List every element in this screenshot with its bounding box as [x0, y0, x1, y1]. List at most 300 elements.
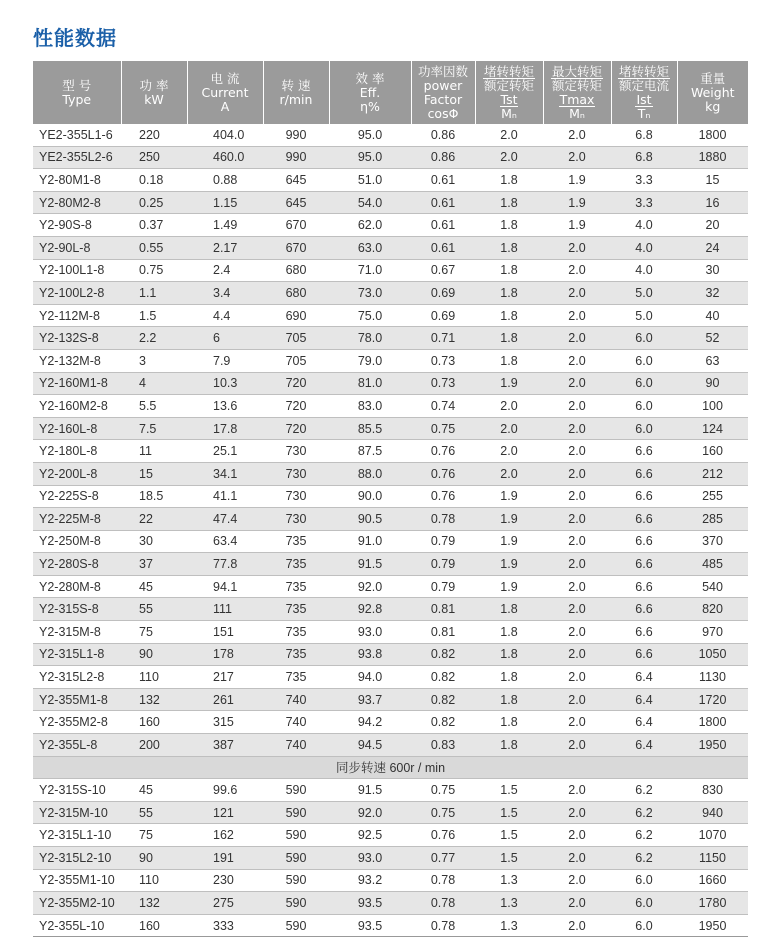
cell-weight: 255: [677, 485, 748, 508]
cell-power-factor: 0.79: [411, 553, 475, 576]
cell-weight: 1800: [677, 711, 748, 734]
table-row: [33, 734, 748, 757]
cell-current: 230: [187, 869, 263, 892]
cell-power-factor: 0.78: [411, 508, 475, 531]
cell-power: 110: [121, 869, 187, 892]
cell-starting-current: 6.2: [611, 847, 677, 870]
cell-power: 55: [121, 801, 187, 824]
cell-current: 460.0: [187, 146, 263, 169]
cell-power: 250: [121, 146, 187, 169]
col-wt-unit: kg: [705, 98, 721, 114]
cell-starting-current: 3.3: [611, 169, 677, 192]
cell-power-factor: 0.76: [411, 485, 475, 508]
cell-power: 132: [121, 892, 187, 915]
cell-weight: 160: [677, 440, 748, 463]
cell-starting-current: 6.0: [611, 395, 677, 418]
cell-current: 0.88: [187, 169, 263, 192]
section-label: 同步转速 600r / min: [33, 756, 748, 779]
cell-power-factor: 0.78: [411, 892, 475, 915]
col-starting-torque-ratio: [475, 61, 543, 124]
cell-model: Y2-132S-8: [33, 327, 121, 350]
cell-current: 63.4: [187, 530, 263, 553]
cell-starting-current: 6.6: [611, 530, 677, 553]
cell-model: Y2-315L1-10: [33, 824, 121, 847]
cell-starting-torque: 2.0: [475, 440, 543, 463]
cell-power: 3: [121, 349, 187, 372]
cell-power: 75: [121, 824, 187, 847]
cell-efficiency: 93.2: [329, 869, 411, 892]
cell-starting-torque: 1.8: [475, 259, 543, 282]
cell-current: 10.3: [187, 372, 263, 395]
cell-max-torque: 1.9: [543, 191, 611, 214]
table-row: [33, 124, 748, 146]
cell-speed: 645: [263, 191, 329, 214]
table-row: [33, 214, 748, 237]
cell-power-factor: 0.73: [411, 349, 475, 372]
col-pf-cn: 功率因数: [417, 63, 468, 79]
cell-power-factor: 0.61: [411, 191, 475, 214]
table-row: [33, 598, 748, 621]
cell-model: Y2-225M-8: [33, 508, 121, 531]
cell-starting-torque: 1.5: [475, 779, 543, 802]
cell-power-factor: 0.61: [411, 236, 475, 259]
cell-weight: 540: [677, 575, 748, 598]
cell-starting-current: 6.0: [611, 892, 677, 915]
cell-power: 110: [121, 666, 187, 689]
cell-starting-current: 6.6: [611, 485, 677, 508]
cell-starting-current: 6.6: [611, 598, 677, 621]
cell-efficiency: 94.5: [329, 734, 411, 757]
cell-weight: 370: [677, 530, 748, 553]
col-current-cn: 电 流: [210, 70, 240, 86]
cell-max-torque: 2.0: [543, 417, 611, 440]
table-row: [33, 892, 748, 915]
cell-power-factor: 0.83: [411, 734, 475, 757]
cell-power: 0.55: [121, 236, 187, 259]
col-type-en: Type: [62, 91, 92, 107]
cell-power: 37: [121, 553, 187, 576]
cell-power: 4: [121, 372, 187, 395]
cell-max-torque: 2.0: [543, 395, 611, 418]
cell-speed: 590: [263, 847, 329, 870]
cell-power-factor: 0.86: [411, 146, 475, 169]
cell-efficiency: 91.0: [329, 530, 411, 553]
cell-weight: 1880: [677, 146, 748, 169]
col-wt-en: Weight: [690, 84, 735, 100]
cell-current: 17.8: [187, 417, 263, 440]
cell-weight: 830: [677, 779, 748, 802]
cell-starting-current: 6.0: [611, 869, 677, 892]
cell-weight: 100: [677, 395, 748, 418]
cell-weight: 1130: [677, 666, 748, 689]
cell-starting-current: 4.0: [611, 214, 677, 237]
cell-model: Y2-90L-8: [33, 236, 121, 259]
cell-weight: 970: [677, 621, 748, 644]
cell-speed: 735: [263, 643, 329, 666]
header-row: [33, 61, 748, 124]
cell-power-factor: 0.75: [411, 779, 475, 802]
table-row: [33, 372, 748, 395]
table-row: [33, 824, 748, 847]
table-row: [33, 847, 748, 870]
cell-max-torque: 2.0: [543, 236, 611, 259]
cell-speed: 740: [263, 711, 329, 734]
cell-starting-torque: 1.5: [475, 824, 543, 847]
cell-starting-current: 6.4: [611, 734, 677, 757]
cell-speed: 990: [263, 124, 329, 146]
cell-max-torque: 2.0: [543, 349, 611, 372]
cell-starting-torque: 1.9: [475, 508, 543, 531]
cell-efficiency: 51.0: [329, 169, 411, 192]
cell-starting-current: 6.4: [611, 688, 677, 711]
cell-speed: 670: [263, 236, 329, 259]
cell-weight: 820: [677, 598, 748, 621]
cell-weight: 1950: [677, 914, 748, 937]
cell-speed: 735: [263, 621, 329, 644]
cell-model: Y2-315S-10: [33, 779, 121, 802]
cell-efficiency: 92.8: [329, 598, 411, 621]
table-row: [33, 169, 748, 192]
cell-weight: 124: [677, 417, 748, 440]
cell-max-torque: 2.0: [543, 304, 611, 327]
cell-model: Y2-280M-8: [33, 575, 121, 598]
col-st-cn1: 堵转转矩: [483, 63, 534, 79]
cell-starting-torque: 1.8: [475, 327, 543, 350]
cell-model: Y2-80M1-8: [33, 169, 121, 192]
cell-power: 0.18: [121, 169, 187, 192]
cell-power-factor: 0.76: [411, 462, 475, 485]
cell-speed: 680: [263, 259, 329, 282]
cell-max-torque: 1.9: [543, 214, 611, 237]
cell-efficiency: 83.0: [329, 395, 411, 418]
cell-model: Y2-355M1-10: [33, 869, 121, 892]
page-title: 性能数据: [33, 26, 117, 50]
cell-speed: 590: [263, 892, 329, 915]
col-max-cn2: 额定转矩: [551, 77, 602, 93]
cell-current: 151: [187, 621, 263, 644]
cell-efficiency: 63.0: [329, 236, 411, 259]
cell-current: 261: [187, 688, 263, 711]
cell-efficiency: 91.5: [329, 779, 411, 802]
table-row: [33, 711, 748, 734]
cell-speed: 730: [263, 462, 329, 485]
cell-weight: 1050: [677, 643, 748, 666]
cell-speed: 990: [263, 146, 329, 169]
cell-starting-current: 6.6: [611, 462, 677, 485]
table-row: [33, 327, 748, 350]
cell-max-torque: 2.0: [543, 824, 611, 847]
cell-starting-torque: 1.8: [475, 214, 543, 237]
cell-efficiency: 73.0: [329, 282, 411, 305]
cell-max-torque: 2.0: [543, 124, 611, 146]
cell-starting-torque: 2.0: [475, 395, 543, 418]
cell-current: 191: [187, 847, 263, 870]
cell-efficiency: 91.5: [329, 553, 411, 576]
cell-max-torque: 2.0: [543, 440, 611, 463]
cell-current: 1.49: [187, 214, 263, 237]
cell-power: 7.5: [121, 417, 187, 440]
cell-starting-current: 3.3: [611, 191, 677, 214]
cell-current: 13.6: [187, 395, 263, 418]
cell-speed: 735: [263, 553, 329, 576]
cell-starting-torque: 2.0: [475, 462, 543, 485]
cell-model: Y2-315M-10: [33, 801, 121, 824]
cell-weight: 32: [677, 282, 748, 305]
cell-efficiency: 93.0: [329, 621, 411, 644]
col-eff-unit: η%: [360, 98, 380, 114]
cell-efficiency: 90.5: [329, 508, 411, 531]
cell-weight: 20: [677, 214, 748, 237]
cell-efficiency: 92.0: [329, 575, 411, 598]
cell-max-torque: 2.0: [543, 598, 611, 621]
table-row: [33, 304, 748, 327]
cell-max-torque: 2.0: [543, 282, 611, 305]
table-row: [33, 191, 748, 214]
cell-max-torque: 2.0: [543, 801, 611, 824]
cell-model: Y2-100L2-8: [33, 282, 121, 305]
cell-power: 1.1: [121, 282, 187, 305]
cell-model: Y2-355L-8: [33, 734, 121, 757]
table-row: [33, 575, 748, 598]
cell-speed: 705: [263, 327, 329, 350]
cell-starting-torque: 1.5: [475, 847, 543, 870]
cell-starting-current: 6.0: [611, 914, 677, 937]
col-weight: [677, 61, 748, 124]
cell-model: Y2-132M-8: [33, 349, 121, 372]
cell-starting-current: 6.0: [611, 417, 677, 440]
cell-power-factor: 0.61: [411, 214, 475, 237]
cell-weight: 1150: [677, 847, 748, 870]
cell-max-torque: 2.0: [543, 146, 611, 169]
cell-starting-torque: 1.5: [475, 801, 543, 824]
cell-weight: 485: [677, 553, 748, 576]
cell-current: 77.8: [187, 553, 263, 576]
table-row: [33, 349, 748, 372]
cell-power-factor: 0.82: [411, 711, 475, 734]
cell-power: 200: [121, 734, 187, 757]
table-row: [33, 462, 748, 485]
cell-speed: 735: [263, 666, 329, 689]
cell-power-factor: 0.69: [411, 282, 475, 305]
cell-model: Y2-355M2-10: [33, 892, 121, 915]
cell-starting-current: 6.6: [611, 553, 677, 576]
cell-efficiency: 93.7: [329, 688, 411, 711]
cell-efficiency: 93.5: [329, 914, 411, 937]
cell-model: YE2-355L2-6: [33, 146, 121, 169]
cell-starting-torque: 1.8: [475, 711, 543, 734]
col-type: [33, 61, 121, 124]
cell-power: 132: [121, 688, 187, 711]
cell-current: 178: [187, 643, 263, 666]
cell-starting-current: 6.6: [611, 440, 677, 463]
performance-table: [33, 61, 748, 937]
cell-speed: 590: [263, 914, 329, 937]
col-max-num: Tmax: [559, 91, 595, 107]
cell-efficiency: 87.5: [329, 440, 411, 463]
cell-starting-current: 6.0: [611, 372, 677, 395]
col-eff-cn: 效 率: [355, 70, 385, 86]
cell-starting-current: 6.0: [611, 349, 677, 372]
cell-power-factor: 0.81: [411, 621, 475, 644]
cell-efficiency: 62.0: [329, 214, 411, 237]
cell-starting-current: 5.0: [611, 282, 677, 305]
table-row: [33, 236, 748, 259]
cell-power-factor: 0.86: [411, 124, 475, 146]
cell-starting-current: 6.2: [611, 824, 677, 847]
col-ist-cn1: 堵转转矩: [618, 63, 669, 79]
cell-power-factor: 0.82: [411, 688, 475, 711]
table-row: [33, 485, 748, 508]
cell-power: 15: [121, 462, 187, 485]
cell-speed: 680: [263, 282, 329, 305]
cell-max-torque: 2.0: [543, 485, 611, 508]
cell-weight: 212: [677, 462, 748, 485]
cell-power-factor: 0.82: [411, 666, 475, 689]
cell-efficiency: 94.2: [329, 711, 411, 734]
cell-weight: 1780: [677, 892, 748, 915]
cell-power-factor: 0.76: [411, 824, 475, 847]
col-max-torque-ratio: [543, 61, 611, 124]
cell-current: 111: [187, 598, 263, 621]
cell-weight: 24: [677, 236, 748, 259]
cell-weight: 90: [677, 372, 748, 395]
table-row: [33, 417, 748, 440]
col-type-cn: 型 号: [62, 77, 92, 93]
cell-power: 220: [121, 124, 187, 146]
cell-current: 34.1: [187, 462, 263, 485]
cell-speed: 720: [263, 417, 329, 440]
cell-starting-current: 6.4: [611, 666, 677, 689]
table-row: [33, 801, 748, 824]
cell-starting-torque: 1.9: [475, 553, 543, 576]
cell-starting-current: 6.6: [611, 508, 677, 531]
table-row: [33, 869, 748, 892]
cell-max-torque: 2.0: [543, 779, 611, 802]
cell-current: 25.1: [187, 440, 263, 463]
cell-power-factor: 0.69: [411, 304, 475, 327]
table-row: [33, 621, 748, 644]
cell-power-factor: 0.73: [411, 372, 475, 395]
cell-efficiency: 94.0: [329, 666, 411, 689]
cell-starting-torque: 1.8: [475, 598, 543, 621]
cell-weight: 1800: [677, 124, 748, 146]
table-row: [33, 508, 748, 531]
cell-speed: 590: [263, 779, 329, 802]
cell-speed: 670: [263, 214, 329, 237]
col-power-cn: 功 率: [139, 77, 169, 93]
col-st-num: Tst: [500, 91, 518, 107]
cell-power: 1.5: [121, 304, 187, 327]
table-row: [33, 666, 748, 689]
cell-power: 22: [121, 508, 187, 531]
cell-weight: 285: [677, 508, 748, 531]
table-row: [33, 146, 748, 169]
cell-power: 0.37: [121, 214, 187, 237]
cell-starting-torque: 1.8: [475, 734, 543, 757]
cell-efficiency: 81.0: [329, 372, 411, 395]
table-row: [33, 914, 748, 937]
cell-weight: 1950: [677, 734, 748, 757]
table-row: [33, 395, 748, 418]
cell-starting-current: 6.6: [611, 621, 677, 644]
col-wt-cn: 重量: [700, 70, 726, 86]
cell-model: Y2-160L-8: [33, 417, 121, 440]
cell-starting-current: 6.0: [611, 327, 677, 350]
cell-current: 121: [187, 801, 263, 824]
cell-model: Y2-225S-8: [33, 485, 121, 508]
cell-max-torque: 2.0: [543, 575, 611, 598]
cell-power: 45: [121, 575, 187, 598]
cell-power: 160: [121, 914, 187, 937]
col-ist-num: Ist: [636, 91, 652, 107]
cell-starting-torque: 1.8: [475, 643, 543, 666]
table-row: [33, 643, 748, 666]
table-header: [33, 61, 748, 124]
cell-power: 0.25: [121, 191, 187, 214]
cell-model: Y2-315L1-8: [33, 643, 121, 666]
cell-max-torque: 2.0: [543, 734, 611, 757]
cell-starting-torque: 1.8: [475, 169, 543, 192]
cell-starting-torque: 1.8: [475, 282, 543, 305]
cell-weight: 30: [677, 259, 748, 282]
cell-starting-current: 5.0: [611, 304, 677, 327]
cell-current: 6: [187, 327, 263, 350]
col-power: [121, 61, 187, 124]
cell-power: 0.75: [121, 259, 187, 282]
cell-efficiency: 92.5: [329, 824, 411, 847]
table-row: [33, 530, 748, 553]
col-pf-sym: cosΦ: [427, 105, 459, 121]
cell-power-factor: 0.71: [411, 327, 475, 350]
cell-current: 2.4: [187, 259, 263, 282]
cell-current: 94.1: [187, 575, 263, 598]
cell-model: Y2-250M-8: [33, 530, 121, 553]
cell-weight: 40: [677, 304, 748, 327]
cell-power-factor: 0.74: [411, 395, 475, 418]
cell-weight: 1070: [677, 824, 748, 847]
cell-model: Y2-355L-10: [33, 914, 121, 937]
cell-current: 47.4: [187, 508, 263, 531]
cell-model: Y2-180L-8: [33, 440, 121, 463]
cell-starting-torque: 1.9: [475, 485, 543, 508]
col-speed-cn: 转 速: [281, 77, 311, 93]
cell-power: 5.5: [121, 395, 187, 418]
col-power-unit: kW: [144, 91, 164, 107]
cell-model: Y2-80M2-8: [33, 191, 121, 214]
cell-power: 11: [121, 440, 187, 463]
col-speed: [263, 61, 329, 124]
cell-power: 90: [121, 643, 187, 666]
cell-starting-current: 6.6: [611, 643, 677, 666]
cell-max-torque: 2.0: [543, 847, 611, 870]
cell-model: Y2-112M-8: [33, 304, 121, 327]
cell-current: 99.6: [187, 779, 263, 802]
cell-power-factor: 0.82: [411, 643, 475, 666]
cell-speed: 720: [263, 372, 329, 395]
cell-max-torque: 2.0: [543, 892, 611, 915]
cell-power: 45: [121, 779, 187, 802]
col-pf-en1: power: [423, 77, 463, 93]
cell-max-torque: 2.0: [543, 666, 611, 689]
cell-speed: 690: [263, 304, 329, 327]
cell-model: Y2-100L1-8: [33, 259, 121, 282]
cell-max-torque: 2.0: [543, 530, 611, 553]
cell-power: 75: [121, 621, 187, 644]
cell-starting-torque: 2.0: [475, 124, 543, 146]
cell-max-torque: 2.0: [543, 711, 611, 734]
cell-starting-torque: 2.0: [475, 146, 543, 169]
col-speed-unit: r/min: [279, 91, 313, 107]
